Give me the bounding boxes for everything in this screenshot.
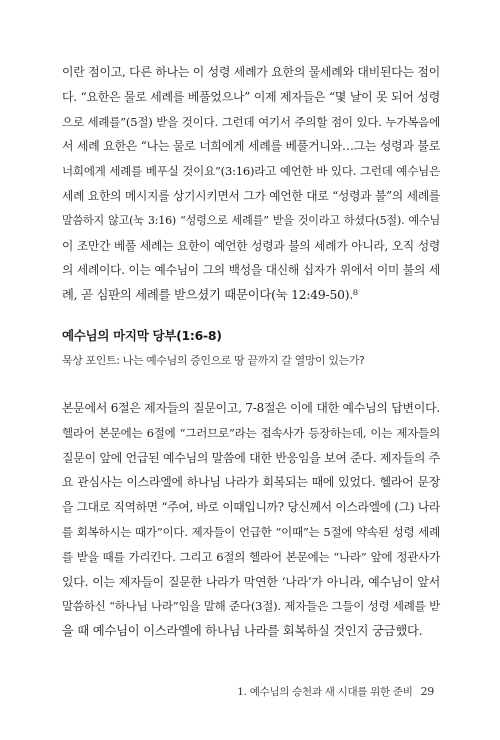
text-line: 을 그대로 직역하면 “주여, 바로 이때입니까? 당신께서 이스라엘에 (그) 나라	[62, 500, 440, 515]
text-line: 이란 점이고, 다른 하나는 이 성령 세례가 요한의 물세례와 대비된다는 점이	[62, 65, 440, 79]
text-line: 으로 세례를”(5절) 받을 것이다. 그런데 여기서 주의할 점이 있다. 누가복음에	[62, 114, 440, 129]
meditation-point: 묵상 포인트: 나는 예수님의 증인으로 땅 끝까지 갈 열망이 있는가?	[62, 354, 365, 367]
text-line: 헬라어 본문에는 6절에 “그러므로”라는 접속사가 등장하는데, 이는 제자들의	[62, 425, 440, 440]
text-line: 말씀하신 “하나님 나라”임을 말해 준다(3절). 제자들은 그들이 성령 세례를 받	[62, 599, 440, 614]
text-line: 세례 요한의 메시지를 상기시키면서 그가 예언한 대로 “성령과 불”의 세례를	[62, 188, 440, 203]
text-line: 을 때 예수님이 이스라엘에 하나님 나라를 회복하실 것인지 궁금했다.	[62, 624, 423, 639]
chapter-title: 1. 예수님의 승천과 새 시대를 위한 준비	[237, 686, 413, 698]
paragraph-baptism	[62, 60, 440, 308]
text-line: 례, 곧 심판의 세례를 받으셨기 때문이다(눅 12:49-50).⁸	[62, 288, 358, 303]
running-footer	[220, 684, 434, 699]
text-line: 본문에서 6절은 제자들의 질문이고, 7-8절은 이에 대한 예수님의 답변이다.	[62, 401, 440, 415]
text-line: 서 세례 요한은 “나는 물로 너희에게 세례를 베풀거니와…그는 성령과 불로	[62, 139, 440, 154]
text-line: 를 받을 때를 가리킨다. 그리고 6절의 헬라어 본문에는 “나라” 앞에 정관사가	[62, 549, 440, 564]
text-line: 를 회복하시는 때가”이다. 제자들이 언급한 “이때”는 5절에 약속된 성령 세례	[62, 524, 440, 539]
text-line: 있다. 이는 제자들이 질문한 나라가 막연한 ‘나라’가 아니라, 예수님이 앞서	[62, 574, 440, 589]
text-line: 이 조만간 베풀 세례는 요한이 예언한 성령과 불의 세례가 아니라, 오직 성령	[62, 238, 440, 253]
text-line: 질문이 앞에 언급된 예수님의 말씀에 대한 반응임을 보여 준다. 제자들의 주	[62, 450, 440, 465]
page-number: 29	[420, 685, 434, 698]
paragraph-disciples-question	[62, 396, 440, 644]
text-line: 다. “요한은 물로 세례를 베풀었으나” 이제 제자들은 “몇 날이 못 되어 성령	[62, 89, 440, 104]
text-line: 너희에게 세례를 베푸실 것이요”(3:16)라고 예언한 바 있다. 그런데 예수님은	[62, 164, 440, 179]
section-heading: 예수님의 마지막 당부(1:6-8)	[62, 328, 222, 343]
text-line: 요 관심사는 이스라엘에 하나님 나라가 회복되는 때에 있었다. 헬라어 문장	[62, 475, 440, 490]
text-line: 말씀하지 않고(눅 3:16) “성령으로 세례를” 받을 것이라고 하셨다(5절). 예수님	[62, 213, 440, 227]
text-line: 의 세례이다. 이는 예수님이 그의 백성을 대신해 십자가 위에서 이미 불의 세	[62, 263, 440, 278]
